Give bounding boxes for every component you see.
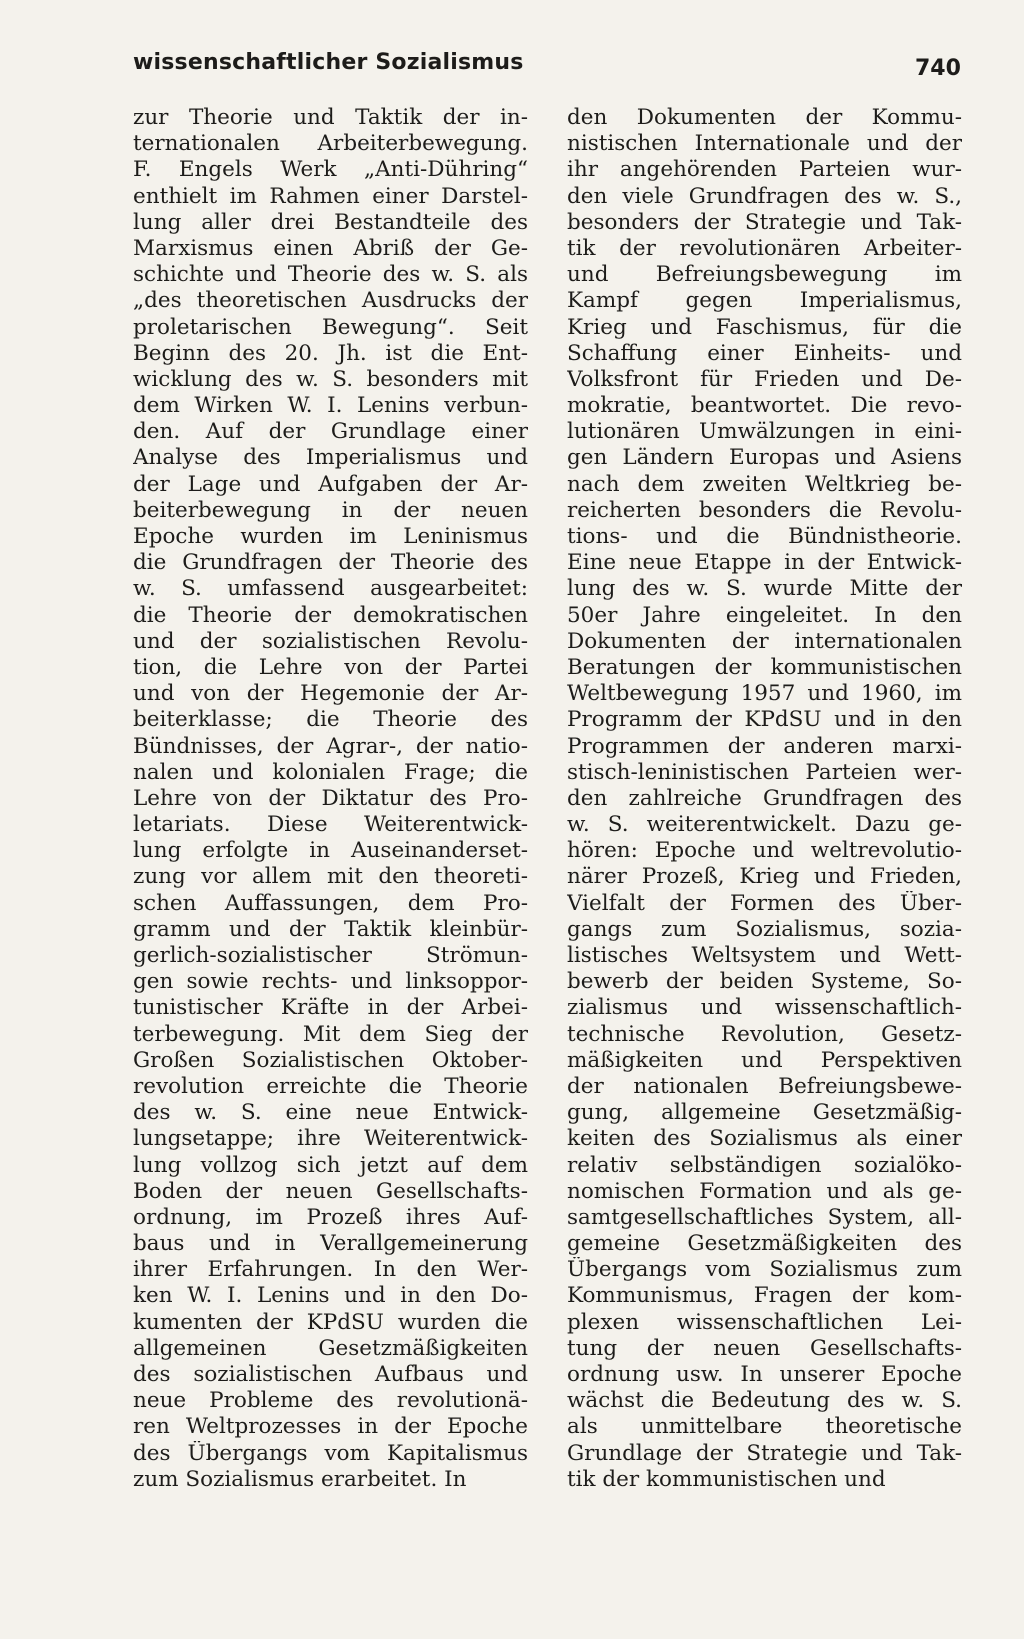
text-line: Schaffung einer Einheits- und	[567, 340, 962, 366]
text-line: tik der revolutionären Arbeiter-	[567, 235, 962, 261]
text-line: Programmen der anderen marxi-	[567, 733, 962, 759]
text-line: ihr angehörenden Parteien wur-	[567, 157, 962, 183]
text-line: neue Probleme des revolutionä-	[133, 1388, 528, 1414]
text-line: tik der kommunistischen und	[567, 1466, 886, 1492]
text-line: Beratungen der kommunistischen	[567, 654, 962, 680]
text-line: Grundlage der Strategie und Tak-	[567, 1440, 962, 1466]
text-line: ternationalen Arbeiterbewegung.	[133, 131, 528, 157]
text-line: tions- und die Bündnistheorie.	[567, 524, 962, 549]
text-line: Weltbewegung 1957 und 1960, im	[567, 681, 962, 707]
text-line: bewerb der beiden Systeme, So-	[567, 969, 962, 995]
text-line: Volksfront für Frieden und De-	[567, 366, 962, 392]
text-line: als unmittelbare theoretische	[567, 1414, 962, 1440]
text-line: ren Weltprozesses in der Epoche	[133, 1414, 528, 1440]
text-line: die Grundfragen der Theorie des	[133, 550, 528, 576]
text-line: relativ selbständigen sozialöko-	[567, 1152, 962, 1178]
text-line: beiterbewegung in der neuen	[133, 497, 528, 523]
text-line: Programm der KPdSU und in den	[567, 707, 962, 733]
text-line: Lehre von der Diktatur des Pro-	[133, 785, 528, 811]
text-line: Analyse des Imperialismus und	[133, 445, 528, 471]
text-line: den viele Grundfragen des w. S.,	[567, 183, 962, 209]
text-line: lung erfolgte in Auseinanderset-	[133, 838, 528, 864]
text-line: schen Auffassungen, dem Pro-	[133, 890, 528, 916]
text-line: lungsetappe; ihre Weiterentwick-	[133, 1126, 528, 1152]
text-line: ordnung usw. In unserer Epoche	[567, 1362, 962, 1387]
text-line: nistischen Internationale und der	[567, 131, 962, 157]
text-line: lung des w. S. wurde Mitte der	[567, 576, 962, 602]
text-line: Beginn des 20. Jh. ist die Ent-	[133, 340, 528, 366]
text-line: terbewegung. Mit dem Sieg der	[133, 1021, 528, 1047]
text-line: w. S. weiterentwickelt. Dazu ge-	[567, 812, 962, 838]
text-line: stisch-leninistischen Parteien wer-	[567, 759, 962, 785]
text-line: enthielt im Rahmen einer Darstel-	[133, 183, 528, 209]
text-line: nomischen Formation und als ge-	[567, 1178, 962, 1204]
text-line: die Theorie der demokratischen	[133, 602, 528, 628]
text-line: revolution erreichte die Theorie	[133, 1073, 528, 1099]
text-line: listisches Weltsystem und Wett-	[567, 943, 962, 968]
text-line: zung vor allem mit den theoreti-	[133, 864, 528, 890]
text-line: gen sowie rechts- und linksoppor-	[133, 969, 528, 995]
text-line: gung, allgemeine Gesetzmäßig-	[567, 1100, 962, 1126]
text-line: wächst die Bedeutung des w. S.	[567, 1388, 962, 1414]
text-line: F. Engels Werk „Anti-Dühring“	[133, 157, 528, 183]
text-line: des Übergangs vom Kapitalismus	[133, 1440, 528, 1466]
text-line: Übergangs vom Sozialismus zum	[567, 1257, 962, 1283]
text-line: tunistischer Kräfte in der Arbei-	[133, 995, 528, 1021]
text-column-left	[133, 105, 528, 1493]
text-line: keiten des Sozialismus als einer	[567, 1126, 962, 1152]
text-line: Krieg und Faschismus, für die	[567, 314, 962, 340]
text-line: Kampf gegen Imperialismus,	[567, 288, 962, 314]
text-line: zur Theorie und Taktik der in-	[133, 105, 528, 130]
text-line: mäßigkeiten und Perspektiven	[567, 1047, 962, 1073]
text-line: Marxismus einen Abriß der Ge-	[133, 235, 528, 261]
text-line: ken W. I. Lenins und in den Do-	[133, 1283, 528, 1309]
running-header-title: wissenschaftlicher Sozialismus	[133, 50, 524, 75]
text-line: beiterklasse; die Theorie des	[133, 707, 528, 733]
text-line: samtgesellschaftliches System, all-	[567, 1204, 962, 1230]
text-line: plexen wissenschaftlichen Lei-	[567, 1309, 962, 1335]
text-line: nalen und kolonialen Frage; die	[133, 759, 528, 785]
text-line: Vielfalt der Formen des Über-	[567, 890, 962, 916]
text-line: „des theoretischen Ausdrucks der	[133, 288, 528, 314]
text-line: des w. S. eine neue Entwick-	[133, 1100, 528, 1126]
text-line: und Befreiungsbewegung im	[567, 262, 962, 288]
text-line: der Lage und Aufgaben der Ar-	[133, 471, 528, 497]
text-line: und von der Hegemonie der Ar-	[133, 681, 528, 707]
text-line: Epoche wurden im Leninismus	[133, 524, 528, 549]
text-line: Großen Sozialistischen Oktober-	[133, 1047, 528, 1073]
text-line: Boden der neuen Gesellschafts-	[133, 1178, 528, 1204]
text-line: gramm und der Taktik kleinbür-	[133, 916, 528, 942]
text-line: letariats. Diese Weiterentwick-	[133, 812, 528, 838]
text-line: kumenten der KPdSU wurden die	[133, 1309, 528, 1335]
text-line: den zahlreiche Grundfragen des	[567, 785, 962, 811]
text-line: närer Prozeß, Krieg und Frieden,	[567, 864, 962, 890]
text-line: den. Auf der Grundlage einer	[133, 419, 528, 445]
text-line: ihrer Erfahrungen. In den Wer-	[133, 1257, 528, 1283]
text-line: Kommunismus, Fragen der kom-	[567, 1283, 962, 1309]
text-line: baus und in Verallgemeinerung	[133, 1231, 528, 1257]
text-line: zum Sozialismus erarbeitet. In	[133, 1466, 467, 1492]
text-line: nach dem zweiten Weltkrieg be-	[567, 471, 962, 497]
text-line: ordnung, im Prozeß ihres Auf-	[133, 1204, 528, 1230]
text-line: schichte und Theorie des w. S. als	[133, 262, 528, 288]
text-line: und der sozialistischen Revolu-	[133, 628, 528, 654]
text-line: proletarischen Bewegung“. Seit	[133, 314, 528, 340]
text-line: w. S. umfassend ausgearbeitet:	[133, 576, 528, 602]
text-line: gemeine Gesetzmäßigkeiten des	[567, 1231, 962, 1257]
text-line: der nationalen Befreiungsbewe-	[567, 1073, 962, 1099]
text-line: des sozialistischen Aufbaus und	[133, 1362, 528, 1387]
text-line: wicklung des w. S. besonders mit	[133, 366, 528, 392]
page-number: 740	[915, 56, 961, 81]
text-column-right	[567, 105, 962, 1493]
text-line: lung vollzog sich jetzt auf dem	[133, 1152, 528, 1178]
text-line: Dokumenten der internationalen	[567, 628, 962, 654]
text-line: mokratie, beantwortet. Die revo-	[567, 393, 962, 419]
text-line: gen Ländern Europas und Asiens	[567, 445, 962, 471]
text-line: lutionären Umwälzungen in eini-	[567, 419, 962, 445]
text-line: Bündnisses, der Agrar-, der natio-	[133, 733, 528, 759]
text-line: besonders der Strategie und Tak-	[567, 209, 962, 235]
text-line: Eine neue Etappe in der Entwick-	[567, 550, 962, 576]
text-line: zialismus und wissenschaftlich-	[567, 995, 962, 1021]
text-line: technische Revolution, Gesetz-	[567, 1021, 962, 1047]
text-line: den Dokumenten der Kommu-	[567, 105, 962, 130]
text-line: hören: Epoche und weltrevolutio-	[567, 838, 962, 864]
text-line: allgemeinen Gesetzmäßigkeiten	[133, 1335, 528, 1361]
text-line: dem Wirken W. I. Lenins verbun-	[133, 393, 528, 419]
text-line: gangs zum Sozialismus, sozia-	[567, 916, 962, 942]
text-line: lung aller drei Bestandteile des	[133, 209, 528, 235]
text-line: gerlich-sozialistischer Strömun-	[133, 943, 528, 968]
text-line: 50er Jahre eingeleitet. In den	[567, 602, 962, 628]
text-line: reicherten besonders die Revolu-	[567, 497, 962, 523]
text-line: tion, die Lehre von der Partei	[133, 654, 528, 680]
text-line: tung der neuen Gesellschafts-	[567, 1335, 962, 1361]
